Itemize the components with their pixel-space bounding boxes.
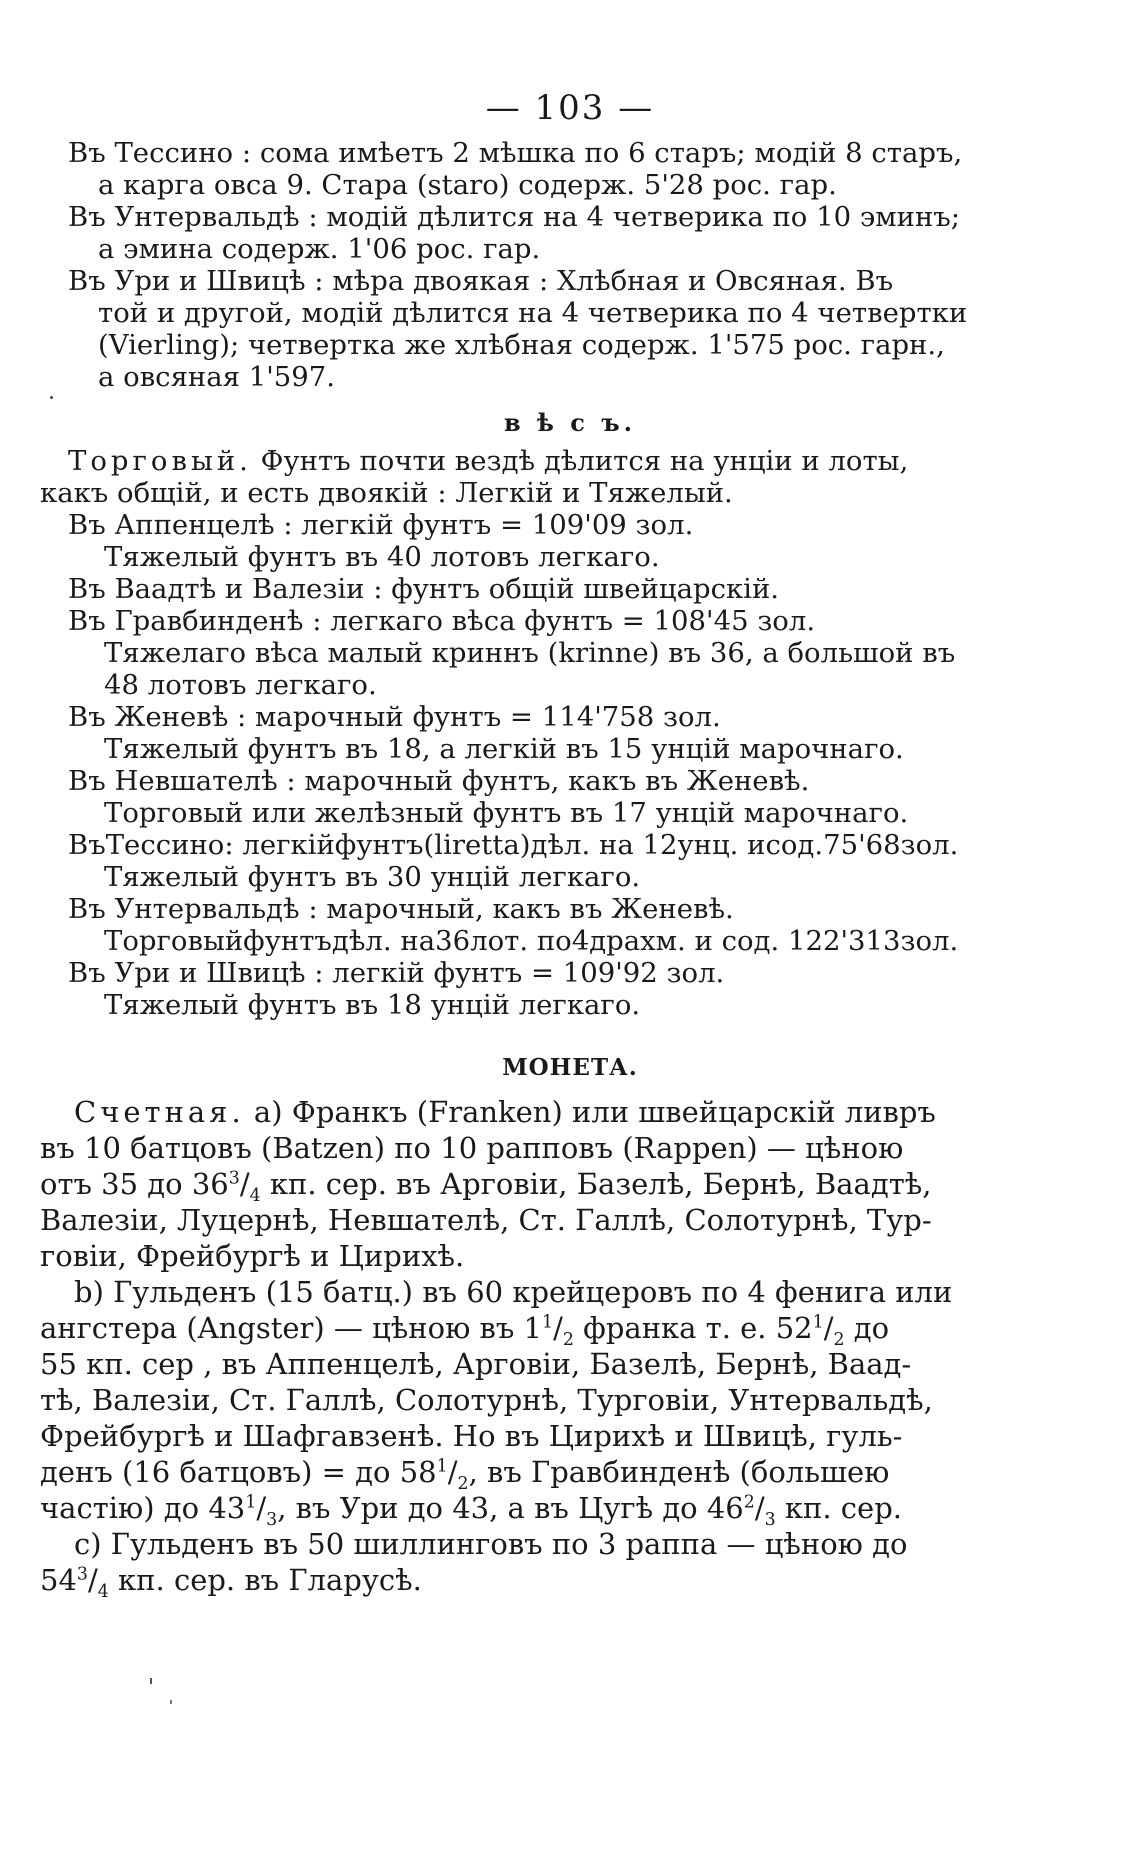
text-line: а овсяная 1'597. (98, 361, 336, 393)
text-fragment: , въ Гравбинденѣ (большею (468, 1455, 890, 1489)
text-line: Въ Ури и Швицѣ : мѣра двоякая : Хлѣбная и Овсяная. Въ (68, 265, 894, 297)
fraction-numerator: 3 (228, 1168, 240, 1189)
text-line: Въ Ури и Швицѣ : легкій фунтъ = 109'92 зол. (68, 957, 725, 989)
text-line: Въ Тессино : сома имѣетъ 2 мѣшка по 6 старъ; модій 8 старъ, (68, 137, 963, 169)
text-line (74, 1094, 936, 1130)
term-label: Счетная. (74, 1095, 245, 1129)
print-speck (50, 396, 53, 399)
text-line: отъ 35 до $36^3/_4$ кп. сер. въ Арговіи, Базелѣ, Бернѣ, Ваадтѣ, (40, 1167, 932, 1206)
text-line: Въ Женевѣ : марочный фунтъ = 114'758 зол. (68, 701, 721, 733)
text-line: $54^3/_4$ кп. сер. въ Гларусѣ. (40, 1563, 422, 1602)
text-fragment: кп. сер. (775, 1491, 902, 1525)
text-line: той и другой, модій дѣлится на 4 четверика по 4 четвертки (98, 297, 968, 329)
text-line: Тяжелый фунтъ въ 40 лотовъ легкаго. (104, 541, 660, 573)
fraction-denominator: 2 (457, 1473, 469, 1494)
fraction-denominator: 3 (266, 1509, 278, 1530)
text-fragment: отъ 35 до 36 (40, 1167, 229, 1201)
text-fragment: частію) до 43 (40, 1491, 246, 1525)
text-line: ВъТессино: легкійфунтъ(liretta)дѣл. на 12унц. исод.75'68зол. (68, 829, 959, 861)
term-label: Торговый. (68, 445, 252, 477)
text-line: Тяжелый фунтъ въ 18, а легкій въ 15 унцій марочнаго. (104, 733, 904, 765)
text-fragment: денъ (16 батцовъ) = до 58 (40, 1455, 437, 1489)
text-line: Въ Ваадтѣ и Валезіи : фунтъ общій швейцарскій. (68, 573, 780, 605)
text-fragment: кп. сер. въ Арговіи, Базелѣ, Бернѣ, Ваадтѣ, (260, 1167, 932, 1201)
text-line: Валезіи, Луцернѣ, Невшателѣ, Ст. Галлѣ, Солотурнѣ, Тур- (40, 1203, 932, 1237)
fraction-denominator: 2 (833, 1329, 845, 1350)
text-line: а карга овса 9. Стара (staro) содерж. 5'28 рос. гар. (98, 169, 837, 201)
text-fragment: ангстера (Angster) — цѣною въ 1 (40, 1311, 542, 1345)
text-fragment: 54 (40, 1563, 77, 1597)
text-fragment: кп. сер. въ Гларусѣ. (108, 1563, 422, 1597)
text-line: Въ Унтервальдѣ : модій дѣлится на 4 четверика по 10 эминъ; (68, 201, 961, 233)
text-line: тѣ, Валезіи, Ст. Галлѣ, Солотурнѣ, Турговіи, Унтервальдѣ, (40, 1383, 933, 1417)
text-line: Тяжелый фунтъ въ 30 унцій легкаго. (104, 861, 641, 893)
text-line: Въ Аппенцелѣ : легкій фунтъ = 109'09 зол. (68, 509, 694, 541)
text-line: Въ Унтервальдѣ : марочный, какъ въ Женевѣ. (68, 893, 734, 925)
text-line: а эмина содерж. 1'06 рос. гар. (98, 233, 541, 265)
text-line: с) Гульденъ въ 50 шиллинговъ по 3 раппа — цѣною до (74, 1527, 908, 1561)
text-line: какъ общій, и есть двоякій : Легкій и Тяжелый. (40, 477, 733, 509)
text-line: 55 кп. сер , въ Аппенцелѣ, Арговіи, Базелѣ, Бернѣ, Ваад- (40, 1347, 912, 1381)
text-line: ангстера (Angster) — цѣною въ $1^1/_2$ франка т. е. $52^1/_2$ до (40, 1311, 890, 1350)
fraction-denominator: 4 (249, 1185, 261, 1206)
text-line: Торговыйфунтъдѣл. на36лот. по4драхм. и сод. 122'313зол. (104, 925, 959, 957)
text-line: въ 10 батцовъ (Batzen) по 10 рапповъ (Rappen) — цѣною (40, 1131, 904, 1165)
text-line: Въ Гравбинденѣ : легкаго вѣса фунтъ = 108'45 зол. (68, 605, 816, 637)
text-line (68, 444, 908, 478)
fraction-numerator: 1 (812, 1312, 824, 1333)
section-heading-weight: в ѣ с ъ. (504, 408, 636, 437)
fraction-denominator: 3 (764, 1509, 776, 1530)
text-line: Тяжелаго вѣса малый криннъ (krinne) въ 36, а большой въ (104, 637, 956, 669)
print-speck (170, 1700, 172, 1704)
page-number: — 103 — (485, 88, 655, 128)
text-line: Въ Невшателѣ : марочный фунтъ, какъ въ Женевѣ. (68, 765, 810, 797)
text-fragment: , въ Ури до 43, а въ Цугѣ до 46 (277, 1491, 744, 1525)
text-fragment: а) Франкъ (Franken) или швейцарскій ливръ (253, 1095, 936, 1129)
text-fragment: франка т. е. 52 (573, 1311, 813, 1345)
fraction-numerator: 1 (541, 1312, 554, 1333)
text-fragment: Фунтъ почти вездѣ дѣлится на унціи и лоты, (260, 445, 909, 477)
fraction-numerator: 1 (436, 1456, 448, 1477)
fraction-numerator: 3 (76, 1564, 88, 1585)
fraction-numerator: 2 (743, 1492, 755, 1513)
fraction-denominator: 4 (97, 1581, 109, 1602)
print-speck (150, 1678, 152, 1684)
text-line: частію) до $43^1/_3$, въ Ури до 43, а въ Цугѣ до $46^2/_3$ кп. сер. (40, 1491, 902, 1530)
fraction-denominator: 2 (562, 1329, 574, 1350)
fraction-numerator: 1 (245, 1492, 257, 1513)
text-line: (Vierling); четвертка же хлѣбная содерж. 1'575 рос. гарн., (98, 329, 945, 361)
text-line: Тяжелый фунтъ въ 18 унцій легкаго. (104, 989, 641, 1021)
text-line: 48 лотовъ легкаго. (104, 669, 377, 701)
section-heading-coinage: МОНЕТА. (502, 1054, 638, 1081)
text-line: денъ (16 батцовъ) = до $58^1/_2$, въ Гравбинденѣ (большею (40, 1455, 890, 1494)
text-line: Торговый или желѣзный фунтъ въ 17 унцій марочнаго. (104, 797, 909, 829)
text-line: b) Гульденъ (15 батц.) въ 60 крейцеровъ по 4 фенига или (74, 1275, 953, 1309)
text-fragment: до (844, 1311, 890, 1345)
text-line: Фрейбургѣ и Шафгавзенѣ. Но въ Цирихѣ и Швицѣ, гуль- (40, 1419, 903, 1453)
text-line: говіи, Фрейбургѣ и Цирихѣ. (40, 1239, 465, 1273)
